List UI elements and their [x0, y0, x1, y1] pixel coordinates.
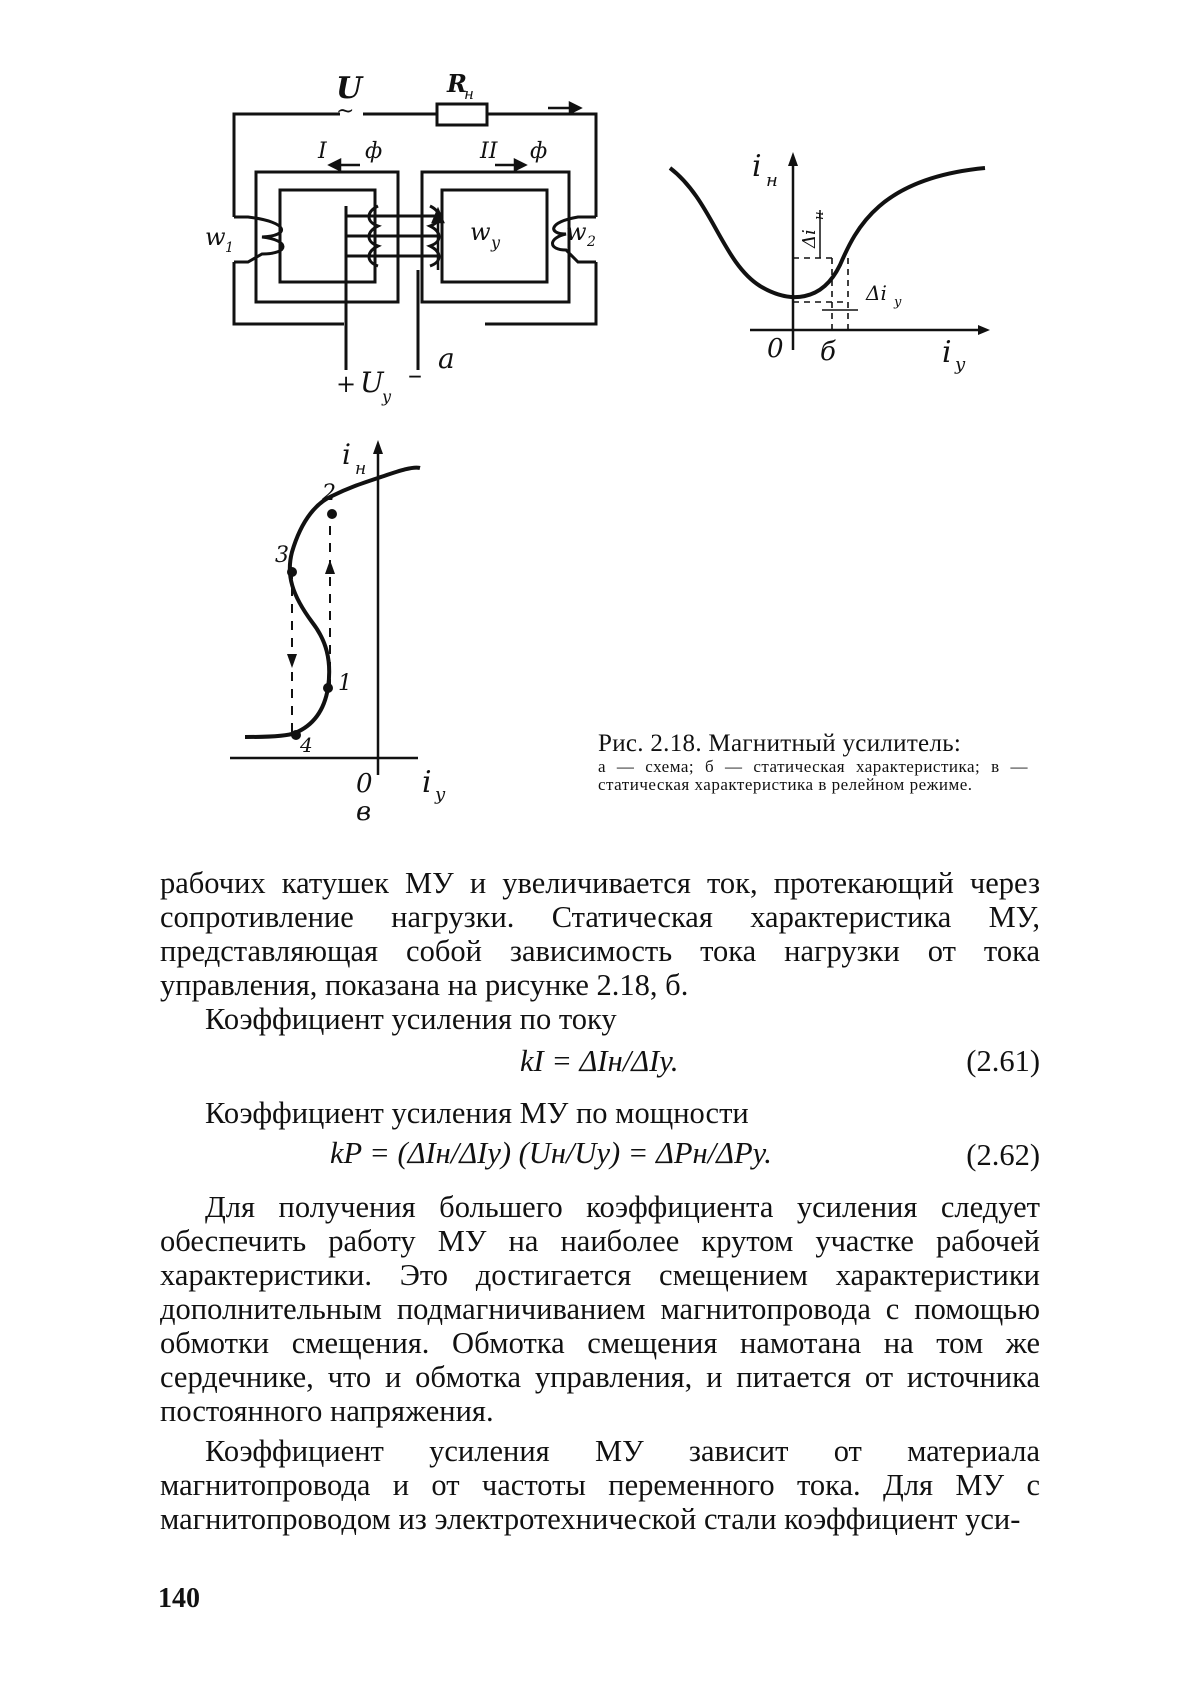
chart-v-x-label: i [422, 765, 432, 800]
load-resistor-label: R [447, 69, 467, 98]
chart-v-point-2 [327, 509, 337, 519]
flux-2-label: ф [530, 139, 548, 164]
control-voltage-label: U [360, 366, 384, 399]
chart-b-delta-in-sub: н [812, 211, 827, 220]
paragraph-2: Коэффициент усиления по току [205, 1002, 617, 1036]
chart-v-y-label: i [342, 438, 351, 471]
paragraph-3: Коэффициент усиления МУ по мощности [205, 1096, 749, 1130]
chart-v-origin: 0 [356, 769, 373, 799]
chart-v-point-1 [323, 683, 333, 693]
formula-current-gain: kI = ΔIн/ΔIу. [520, 1044, 679, 1078]
wy-sub: у [491, 233, 501, 252]
equation-number-2-61: (2.61) [966, 1044, 1040, 1078]
paragraph-5: Коэффициент усиления МУ зависит от материала магнитопровода и от частоты переменного тока. Для МУ с магнитопроводом из электротехнической стали коэффициент уси- [160, 1434, 1040, 1536]
core-1-label: I [318, 139, 327, 164]
chart-b-x-label-sub: у [955, 354, 966, 375]
page-number: 140 [158, 1583, 200, 1614]
formula-power-gain: kP = (ΔIн/ΔIу) (Uн/Uу) = ΔPн/ΔPу. [330, 1136, 772, 1170]
chart-b-delta-iy-sub: у [894, 295, 902, 310]
caption-title: Рис. 2.18. Магнитный усилитель: [598, 730, 962, 757]
chart-static-characteristic [640, 0, 1040, 400]
chart-b-x-label: i [942, 335, 952, 370]
source-voltage-label: U [336, 71, 363, 106]
figure-caption [598, 730, 1028, 794]
paragraph-1: рабочих катушек МУ и увеличивается ток, протекающий через сопротивление нагрузки. Статическая характеристика МУ, представляющая собой зависимость тока нагрузки от тока управления, показана на рисунке 2.18, б. [160, 866, 1040, 1002]
chart-v-point-4-label: 4 [300, 733, 313, 757]
schematic-diagram [0, 0, 620, 420]
paragraph-4: Для получения большего коэффициента усиления следует обеспечить работу МУ на наиболее крутом участке рабочей характеристики. Это достигается смещением характеристики дополнительным подмагничиванием магнитопровода с помощью обмотки смещения. Обмотка смещения намотана на том же сердечнике, что и обмотка управления, и питается от источника постоянного напряжения. [160, 1190, 1040, 1428]
chart-b-origin: 0 [767, 334, 784, 364]
chart-v-y-label-sub: н [355, 459, 367, 479]
panel-a-letter: а [438, 342, 455, 375]
control-minus-label: – [408, 358, 422, 391]
chart-relay-characteristic [200, 420, 480, 840]
chart-v-point-3 [287, 567, 297, 577]
control-plus-label: + [336, 370, 357, 398]
chart-v-point-2-label: 2 [322, 481, 336, 506]
source-tilde-label: ~ [336, 99, 355, 124]
winding-w1 [234, 217, 283, 262]
chart-b-delta-in: Δi [799, 229, 820, 248]
caption-body: а — схема; б — статическая характеристика; в — статическая характеристика в релейном режиме. [598, 757, 1028, 794]
chart-v-curve [245, 468, 420, 737]
chart-v-x-label-sub: у [435, 784, 446, 805]
body-text [160, 866, 1040, 1536]
equation-2-62 [160, 1130, 1040, 1182]
w1-sub: 1 [225, 240, 234, 256]
chart-v-point-1-label: 1 [338, 671, 352, 696]
control-voltage-sub: у [382, 387, 392, 406]
wire-bottom-right [485, 262, 596, 324]
chart-b-curve [670, 168, 985, 297]
w1-label: w [205, 223, 226, 251]
chart-v-point-3-label: 3 [275, 543, 289, 568]
equation-2-61 [160, 1036, 1040, 1088]
chart-v-panel-letter: в [356, 797, 372, 827]
chart-b-delta-iy: Δi [866, 281, 887, 305]
equation-number-2-62: (2.62) [966, 1138, 1040, 1172]
w2-label: w [566, 218, 587, 246]
wy-label: w [470, 218, 491, 246]
wire-bottom-left [234, 262, 344, 324]
chart-b-y-label: i [752, 149, 762, 184]
chart-b-y-label-sub: н [766, 170, 778, 191]
wire-top-left [234, 114, 340, 217]
chart-b-panel-letter: б [820, 337, 836, 367]
load-resistor [437, 104, 487, 125]
flux-1-label: ф [365, 139, 383, 164]
w2-sub: 2 [587, 234, 596, 250]
load-resistor-sub: н [464, 85, 474, 103]
core-2-label: II [480, 139, 498, 164]
